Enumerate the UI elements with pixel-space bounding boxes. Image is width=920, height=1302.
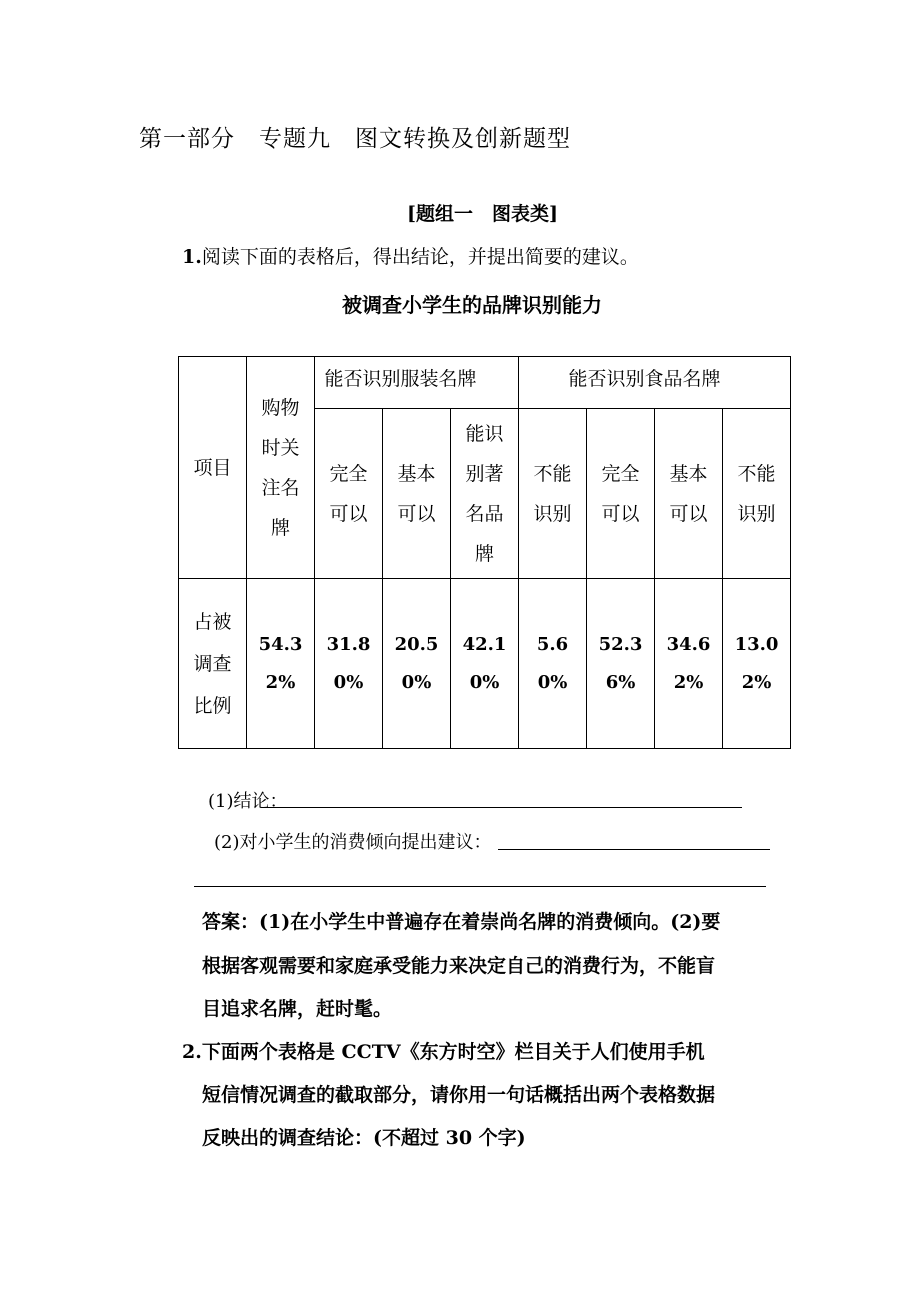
question-1-prompt xyxy=(182,242,639,269)
sub-question-1-label: (1)结论： xyxy=(208,791,288,812)
subheader-cell: 能识别著名品牌 xyxy=(451,409,519,579)
question-2-line-3: 反映出的调查结论：(不超过 30 个字) xyxy=(202,1127,526,1149)
answer-label: 答案： xyxy=(202,911,260,933)
value-cell: 52.36% xyxy=(587,579,655,749)
group-title: [题组一 图表类] xyxy=(407,203,558,225)
page-title: 第一部分 专题九 图文转换及创新题型 xyxy=(139,126,571,152)
value-cell: 54.32% xyxy=(247,579,315,749)
subheader-cell: 不能识别 xyxy=(723,409,791,579)
answer-blank-1[interactable] xyxy=(262,807,742,808)
header-clothing-group: 能否识别服装名牌 xyxy=(315,357,519,409)
question-2-line-2: 短信情况调查的截取部分，请你用一句话概括出两个表格数据 xyxy=(202,1084,716,1106)
answer-line-1: 答案：(1)在小学生中普遍存在着崇尚名牌的消费倾向。(2)要 xyxy=(202,911,721,933)
header-food-group: 能否识别食品名牌 xyxy=(519,357,791,409)
value-cell: 20.50% xyxy=(383,579,451,749)
table-caption: 被调查小学生的品牌识别能力 xyxy=(342,293,602,317)
value-cell: 5.60% xyxy=(519,579,587,749)
subheader-cell: 基本可以 xyxy=(383,409,451,579)
question-2-line-1: 2.下面两个表格是 CCTV《东方时空》栏目关于人们使用手机 xyxy=(182,1041,705,1063)
value-cell: 31.80% xyxy=(315,579,383,749)
answer-line-2: 根据客观需要和家庭承受能力来决定自己的消费行为，不能盲 xyxy=(202,955,716,977)
sub-question-2-label: (2)对小学生的消费倾向提出建议： xyxy=(214,832,492,853)
header-focus-brand: 购物时关注名牌 xyxy=(247,357,315,579)
value-cell: 13.02% xyxy=(723,579,791,749)
survey-table xyxy=(178,356,791,749)
question-1-number: 1. xyxy=(182,246,202,268)
answer-line-3: 目追求名牌，赶时髦。 xyxy=(202,998,393,1020)
value-cell: 34.62% xyxy=(655,579,723,749)
question-1-text: 阅读下面的表格后，得出结论，并提出简要的建议。 xyxy=(201,246,639,268)
row-label: 占被调查比例 xyxy=(179,579,247,749)
answer-blank-3[interactable] xyxy=(194,886,766,887)
subheader-cell: 完全可以 xyxy=(315,409,383,579)
subheader-cell: 完全可以 xyxy=(587,409,655,579)
subheader-cell: 不能识别 xyxy=(519,409,587,579)
header-project: 项目 xyxy=(179,357,247,579)
value-cell: 42.10% xyxy=(451,579,519,749)
subheader-cell: 基本可以 xyxy=(655,409,723,579)
answer-blank-2[interactable] xyxy=(498,849,770,850)
